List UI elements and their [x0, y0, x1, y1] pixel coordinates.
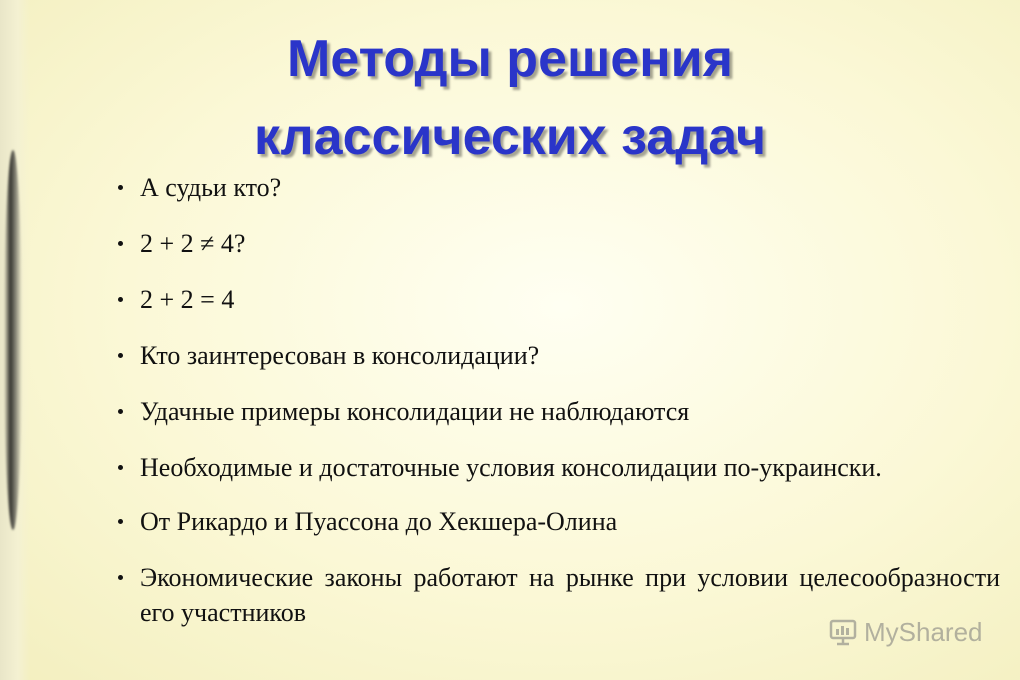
bullet-text: 2 + 2 = 4: [140, 285, 235, 314]
bullet-item: [118, 170, 1000, 205]
page-curl-shadow: [4, 150, 22, 530]
bullet-dot-icon: [118, 241, 123, 246]
watermark: [828, 614, 1000, 650]
bullet-dot-icon: [118, 519, 123, 524]
bullet-item: [118, 226, 1000, 261]
bullet-dot-icon: [118, 465, 123, 470]
bullet-dot-icon: [118, 409, 123, 414]
bullet-dot-icon: [118, 353, 123, 358]
bullet-text: Экономические законы работают на рынке при условии целесообразности его участников: [140, 563, 1000, 627]
bullet-dot-icon: [118, 575, 123, 580]
bullet-text: От Рикардо и Пуассона до Хекшера-Олина: [140, 507, 618, 536]
bullet-list: [118, 170, 1000, 649]
slide-title: [120, 20, 900, 176]
bullet-dot-icon: [118, 185, 123, 190]
bullet-item: [118, 450, 1000, 485]
bullet-text: Удачные примеры консолидации не наблюдаются: [140, 397, 690, 426]
title-line-2: классических задач: [253, 108, 767, 166]
presentation-board-icon: [828, 617, 858, 647]
bullet-text: Кто заинтересован в консолидации?: [140, 341, 540, 370]
bullet-item: [118, 282, 1000, 317]
bullet-text: А судьи кто?: [140, 173, 282, 202]
bullet-text: Необходимые и достаточные условия консолидации по-украински.: [140, 453, 882, 482]
bullet-item: [118, 504, 1000, 539]
title-line-1: Методы решения: [287, 30, 733, 88]
watermark-text: MyShared: [864, 616, 983, 647]
bullet-dot-icon: [118, 297, 123, 302]
bullet-text: 2 + 2 ≠ 4?: [140, 229, 246, 258]
bullet-item: [118, 394, 1000, 429]
bullet-item: [118, 338, 1000, 373]
